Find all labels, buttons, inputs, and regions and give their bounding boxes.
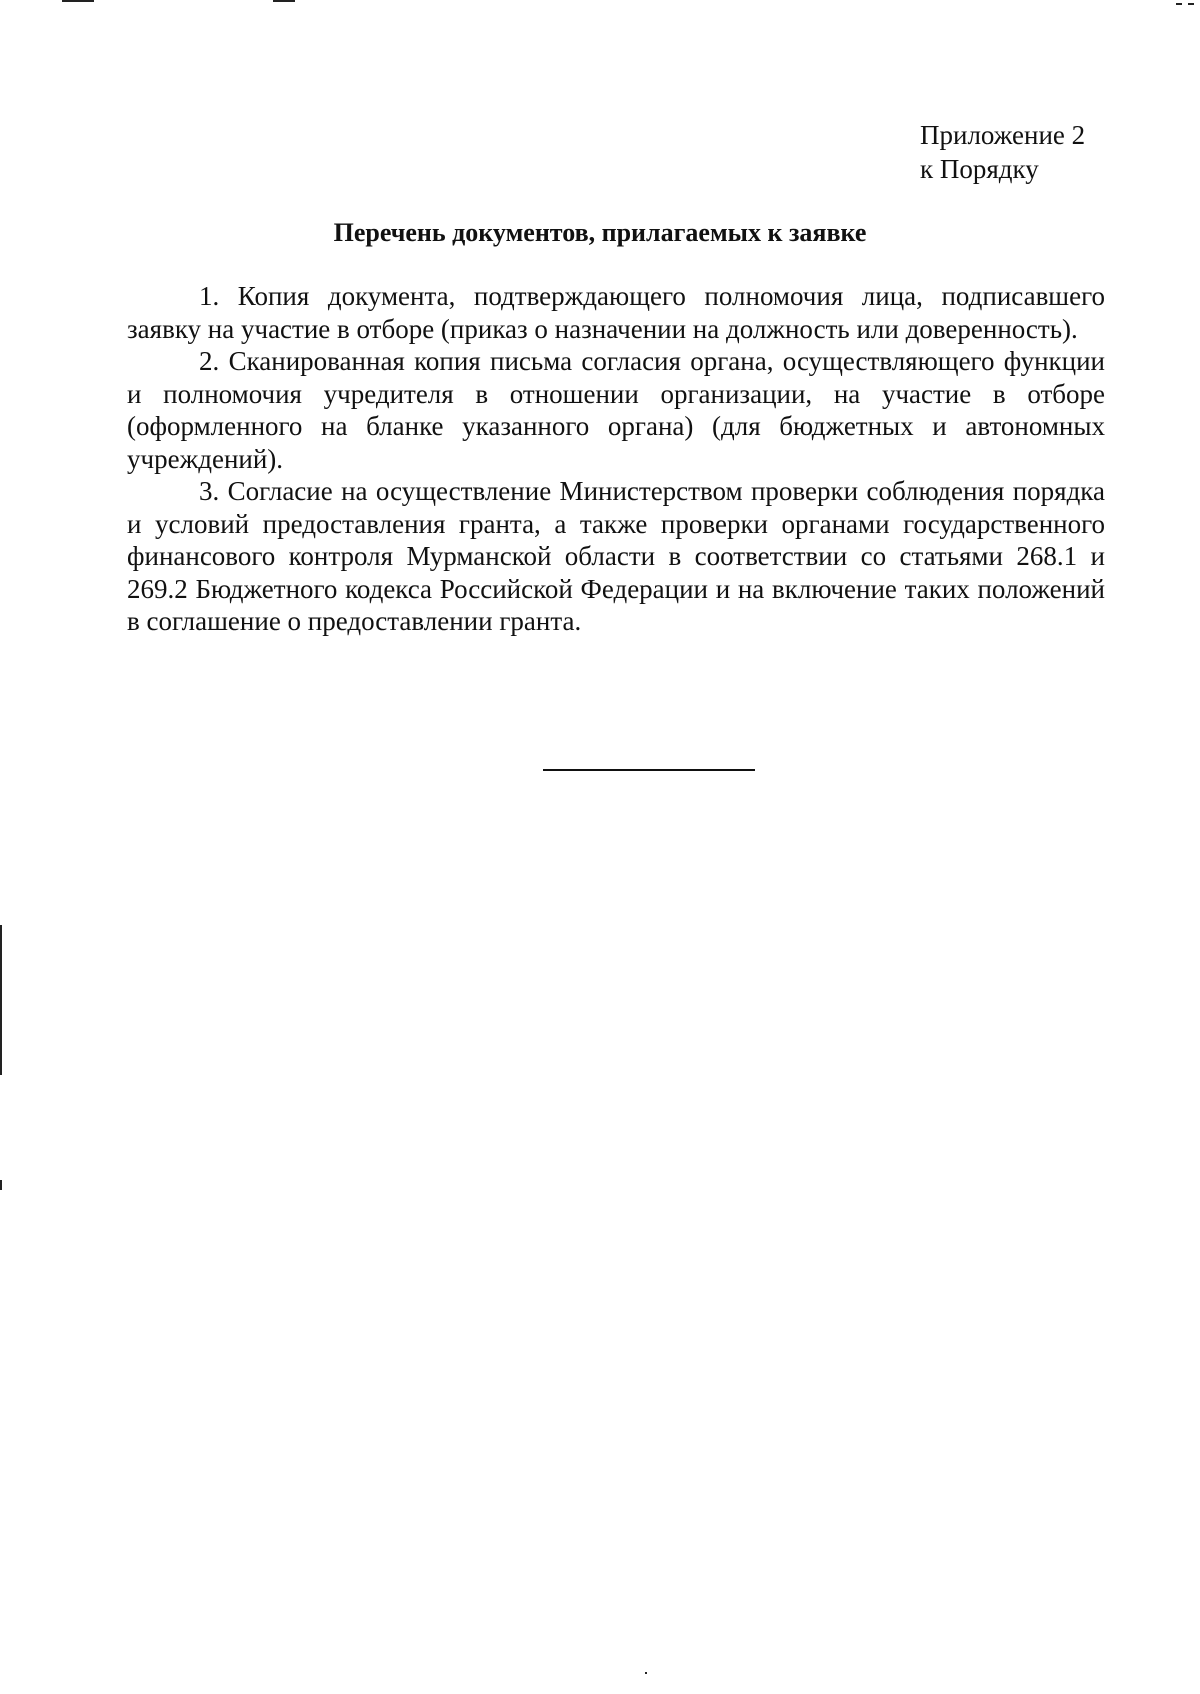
document-list bbox=[127, 280, 1105, 638]
scan-artifact bbox=[273, 0, 295, 2]
scan-artifact bbox=[645, 1672, 647, 1674]
appendix-reference bbox=[920, 118, 1085, 186]
scan-artifact bbox=[1188, 3, 1194, 5]
list-item-2: 2. Сканированная копия письма согласия органа, осуществляющего функции и полномочия учредителя в отношении организации, на участие в отборе (оформленного на бланке указанного органа) (для бюджетных и автономных учреждений). bbox=[127, 346, 1105, 474]
list-item-1: 1. Копия документа, подтверждающего полномочия лица, подписавшего заявку на участие в отборе (приказ о назначении на должность или доверенность). bbox=[127, 281, 1105, 344]
scan-artifact bbox=[0, 1180, 2, 1190]
end-divider bbox=[543, 769, 755, 771]
document-title: Перечень документов, прилагаемых к заявке bbox=[333, 218, 867, 247]
scan-artifact bbox=[1176, 3, 1182, 5]
list-item-3: 3. Согласие на осуществление Министерством проверки соблюдения порядка и условий предоставления гранта, а также проверки органами государственного финансового контроля Мурманской области в соответствии со статьями 268.1 и 269.2 Бюджетного кодекса Российской Федерации и на включение таких положений в соглашение о предоставлении гранта. bbox=[127, 476, 1105, 636]
scan-artifact bbox=[0, 925, 2, 1075]
scan-artifact bbox=[62, 0, 94, 2]
appendix-number: Приложение 2 bbox=[920, 120, 1086, 150]
appendix-target: к Порядку bbox=[920, 154, 1039, 184]
